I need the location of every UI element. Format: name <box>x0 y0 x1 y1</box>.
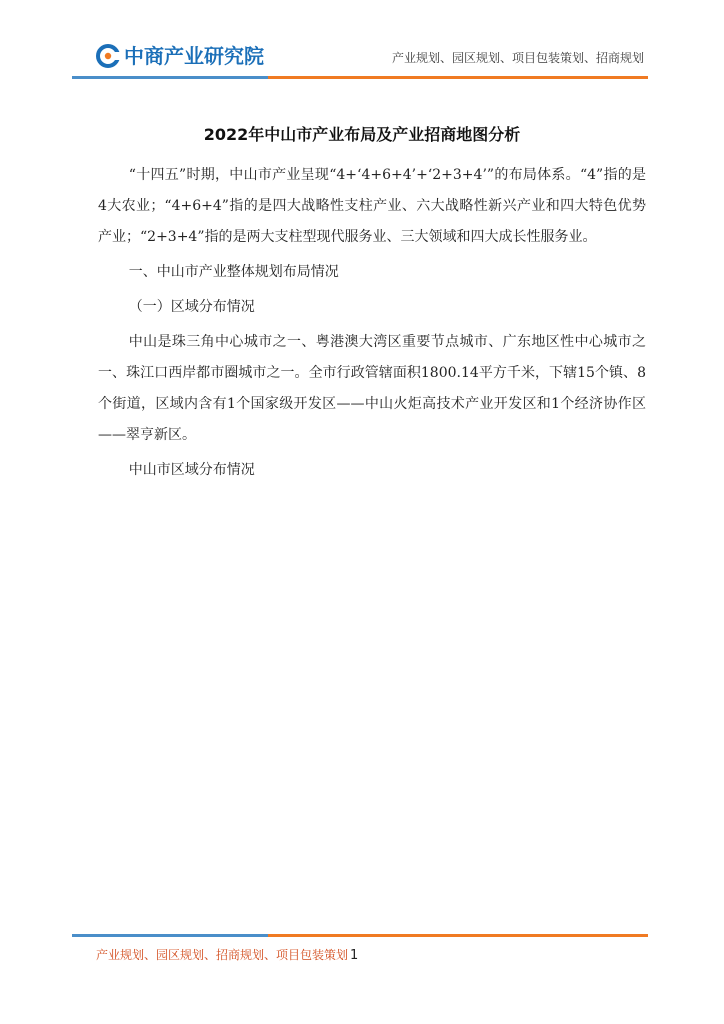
company-logo <box>96 42 264 70</box>
figure-caption: 中山市区域分布情况 <box>128 462 255 478</box>
subsection-heading: （一）区域分布情况 <box>128 299 255 315</box>
region-paragraph: 中山是珠三角中心城市之一、粤港澳大湾区重要节点城市、广东地区性中心城市之一、珠江口西岸都市圈城市之一。全市行政管辖面积1800.14平方千米，下辖15个镇、8个街道，区域内含有1个国家级开发区——中山火炬高技术产业开发区和1个经济协作区——翠亨新区。 <box>98 334 646 443</box>
header-slogan: 产业规划、园区规划、项目包装策划、招商规划 <box>391 51 644 65</box>
footer-divider-blue <box>72 934 268 937</box>
document-title: 2022年中山市产业布局及产业招商地图分析 <box>203 125 521 144</box>
logo-icon <box>96 44 120 68</box>
section-heading: 一、中山市产业整体规划布局情况 <box>128 264 339 280</box>
page-header <box>0 0 724 82</box>
footer-services: 产业规划、园区规划、招商规划、项目包装策划 <box>96 948 349 962</box>
page-footer <box>96 946 358 965</box>
intro-paragraph: “十四五”时期，中山市产业呈现“4+‘4+6+4’+‘2+3+4’”的布局体系。“4”指的是4大农业；“4+6+4”指的是四大战略性支柱产业、六大战略性新兴产业和四大特色优势产业；“2+3+4”指的是两大支柱型现代服务业、三大领域和四大成长性服务业。 <box>98 167 646 245</box>
header-divider-blue <box>72 76 268 79</box>
logo-text: 中商产业研究院 <box>124 44 264 68</box>
footer-divider-orange <box>268 934 648 937</box>
header-divider-orange <box>268 76 648 79</box>
page-number: 1 <box>350 948 359 963</box>
document-body <box>98 160 646 486</box>
